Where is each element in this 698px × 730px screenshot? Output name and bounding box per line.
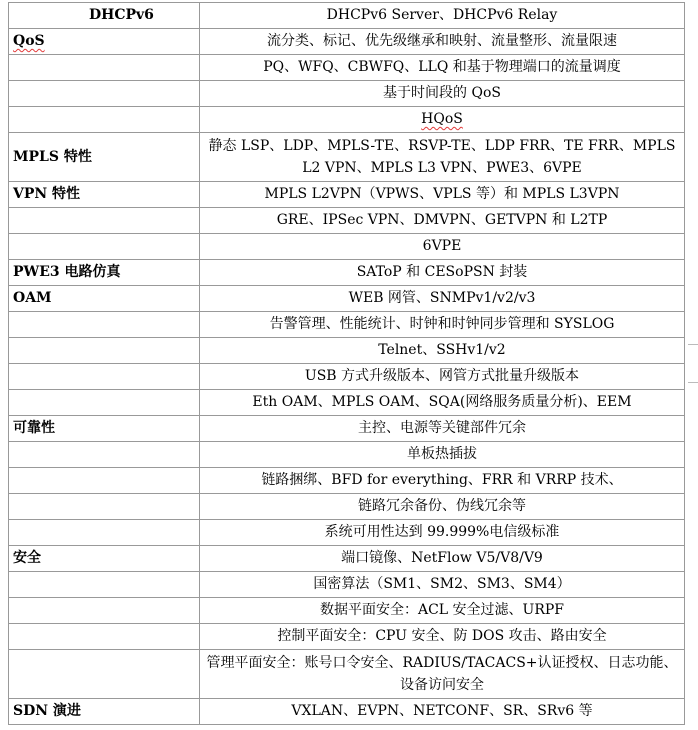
row-value: 静态 LSP、LDP、MPLS-TE、RSVP-TE、LDP FRR、TE FRR、MPLS L2 VPN、MPLS L3 VPN、PWE3、6VPE xyxy=(200,133,685,182)
row-value: 基于时间段的 QoS xyxy=(200,81,685,107)
row-category xyxy=(9,598,200,624)
row-value: 告警管理、性能统计、时钟和时钟同步管理和 SYSLOG xyxy=(200,312,685,338)
table-row xyxy=(9,598,685,624)
row-category: 可靠性 xyxy=(9,416,200,442)
row-category: PWE3 电路仿真 xyxy=(9,260,200,286)
row-category xyxy=(9,494,200,520)
table-row xyxy=(9,494,685,520)
row-value: 数据平面安全：ACL 安全过滤、URPF xyxy=(200,598,685,624)
row-value: 端口镜像、NetFlow V5/V8/V9 xyxy=(200,546,685,572)
table-row xyxy=(9,520,685,546)
row-category xyxy=(9,55,200,81)
row-category xyxy=(9,468,200,494)
table-row xyxy=(9,650,685,699)
row-value: 管理平面安全：账号口令安全、RADIUS/TACACS+认证授权、日志功能、设备访问安全 xyxy=(200,650,685,699)
row-category xyxy=(9,364,200,390)
page-edge-marker xyxy=(688,382,698,383)
row-category xyxy=(9,442,200,468)
table-row xyxy=(9,286,685,312)
row-category: MPLS 特性 xyxy=(9,133,200,182)
row-value: Telnet、SSHv1/v2 xyxy=(200,338,685,364)
row-value: 单板热插拔 xyxy=(200,442,685,468)
row-value: MPLS L2VPN（VPWS、VPLS 等）和 MPLS L3VPN xyxy=(200,182,685,208)
table-row xyxy=(9,133,685,182)
row-value: SAToP 和 CESoPSN 封装 xyxy=(200,260,685,286)
row-category xyxy=(9,81,200,107)
table-row xyxy=(9,55,685,81)
row-value: PQ、WFQ、CBWFQ、LLQ 和基于物理端口的流量调度 xyxy=(200,55,685,81)
table-row xyxy=(9,312,685,338)
row-category: DHCPv6 xyxy=(9,3,200,29)
row-value: USB 方式升级版本、网管方式批量升级版本 xyxy=(200,364,685,390)
row-value: 系统可用性达到 99.999%电信级标准 xyxy=(200,520,685,546)
row-value: 主控、电源等关键部件冗余 xyxy=(200,416,685,442)
row-category: VPN 特性 xyxy=(9,182,200,208)
table-row xyxy=(9,234,685,260)
table-row xyxy=(9,390,685,416)
table-row xyxy=(9,442,685,468)
row-value: Eth OAM、MPLS OAM、SQA(网络服务质量分析)、EEM xyxy=(200,390,685,416)
row-category xyxy=(9,624,200,650)
row-value: WEB 网管、SNMPv1/v2/v3 xyxy=(200,286,685,312)
row-category xyxy=(9,520,200,546)
row-category xyxy=(9,234,200,260)
spec-table xyxy=(8,2,685,725)
row-category xyxy=(9,390,200,416)
row-value: 国密算法（SM1、SM2、SM3、SM4） xyxy=(200,572,685,598)
row-value: HQoS xyxy=(200,107,685,133)
table-row xyxy=(9,416,685,442)
row-category: SDN 演进 xyxy=(9,699,200,725)
table-row xyxy=(9,572,685,598)
row-value: DHCPv6 Server、DHCPv6 Relay xyxy=(200,3,685,29)
row-category xyxy=(9,650,200,699)
row-category: 安全 xyxy=(9,546,200,572)
row-category xyxy=(9,208,200,234)
row-value: VXLAN、EVPN、NETCONF、SR、SRv6 等 xyxy=(200,699,685,725)
row-value: 6VPE xyxy=(200,234,685,260)
table-row xyxy=(9,182,685,208)
table-row xyxy=(9,81,685,107)
table-row xyxy=(9,107,685,133)
table-row xyxy=(9,29,685,55)
table-row xyxy=(9,468,685,494)
table-row xyxy=(9,260,685,286)
row-category xyxy=(9,312,200,338)
table-row xyxy=(9,624,685,650)
table-row xyxy=(9,364,685,390)
table-row xyxy=(9,338,685,364)
row-value: GRE、IPSec VPN、DMVPN、GETVPN 和 L2TP xyxy=(200,208,685,234)
table-row xyxy=(9,3,685,29)
page-edge-marker xyxy=(688,344,698,345)
table-row xyxy=(9,208,685,234)
row-value: 链路捆绑、BFD for everything、FRR 和 VRRP 技术、 xyxy=(200,468,685,494)
row-category xyxy=(9,338,200,364)
row-value: 控制平面安全：CPU 安全、防 DOS 攻击、路由安全 xyxy=(200,624,685,650)
row-category xyxy=(9,107,200,133)
table-row xyxy=(9,699,685,725)
table-row xyxy=(9,546,685,572)
row-value: 链路冗余备份、伪线冗余等 xyxy=(200,494,685,520)
row-value: 流分类、标记、优先级继承和映射、流量整形、流量限速 xyxy=(200,29,685,55)
row-category: OAM xyxy=(9,286,200,312)
row-category: QoS xyxy=(9,29,200,55)
row-category xyxy=(9,572,200,598)
